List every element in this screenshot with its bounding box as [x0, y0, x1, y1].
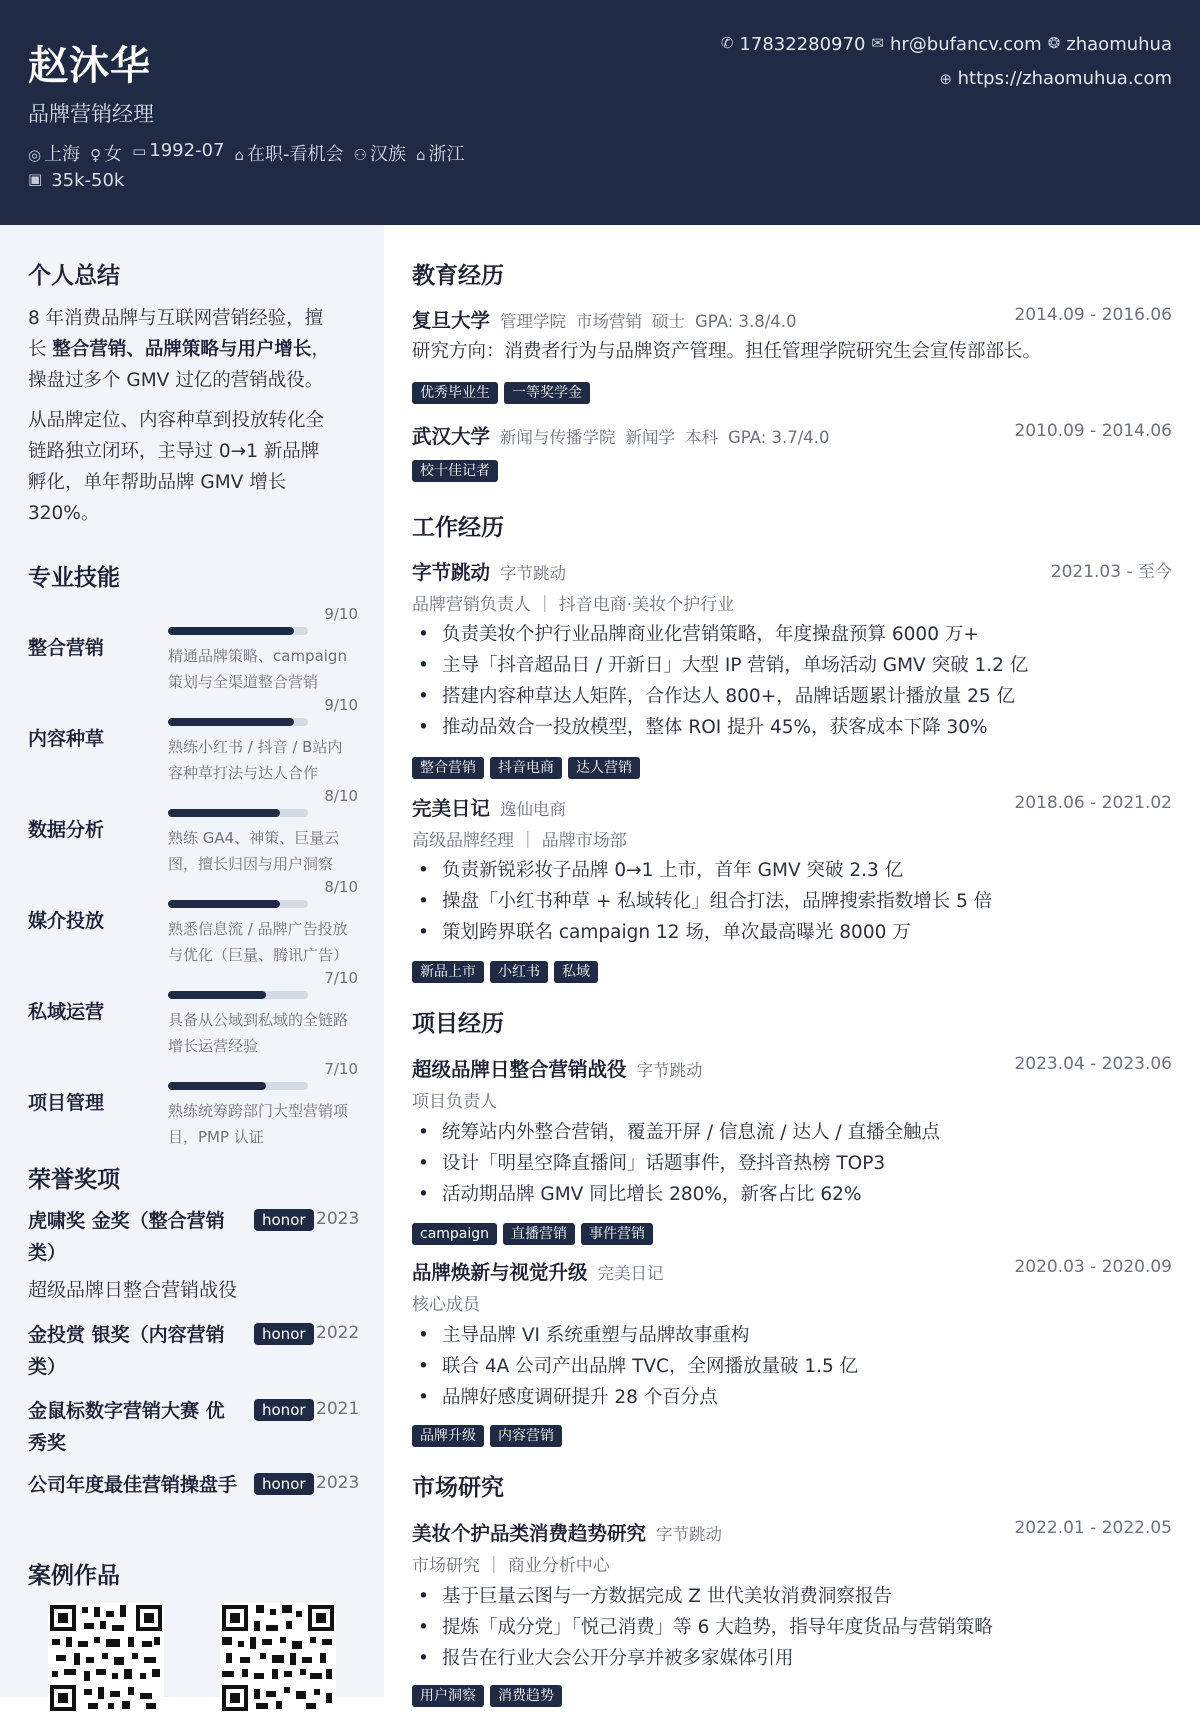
skills-title: 专业技能 [28, 565, 120, 591]
list-item: • 报告在行业大会公开分享并被多家媒体引用 [412, 1643, 1172, 1674]
tag-badge: 品牌升级 [412, 1425, 484, 1447]
date-range: 2022.01 - 2022.05 [1014, 1518, 1172, 1538]
honor-name: 公司年度最佳营销操盘手 [28, 1474, 238, 1496]
work-row [412, 557, 1172, 587]
skill-bar [168, 809, 308, 817]
job-role: 高级品牌经理 ｜ 品牌市场部 [412, 831, 627, 851]
list-item: • 基于巨量云图与一方数据完成 Z 世代美妆消费洞察报告 [412, 1581, 1172, 1612]
project-bullets [412, 1320, 1172, 1413]
list-item: • 操盘「小红书种草 + 私域转化」组合打法，品牌搜索指数增长 5 倍 [412, 886, 1172, 917]
project-name: 品牌焕新与视觉升级 [412, 1261, 588, 1284]
skill-bar-fill [168, 1082, 266, 1090]
college: 新闻与传播学院 [500, 428, 616, 447]
date-range: 2018.06 - 2021.02 [1014, 793, 1172, 813]
honor-tag: honor [254, 1473, 314, 1495]
major: 市场营销 [576, 312, 643, 331]
skill-desc: 精通品牌策略、campaign 策划与全渠道整合营销 [168, 647, 347, 691]
contact-wechat: zhaomuhua [1066, 34, 1172, 55]
research-title: 市场研究 [412, 1475, 504, 1501]
company-sub: 逸仙电商 [500, 800, 567, 819]
wechat-icon: ❂ [1047, 34, 1061, 52]
company-name: 完美日记 [412, 797, 491, 820]
skill-score: 8/10 [324, 787, 358, 805]
list-item: • 品牌好感度调研提升 28 个百分点 [412, 1382, 1172, 1413]
works-title: 案例作品 [28, 1563, 120, 1589]
research-bullets [412, 1581, 1172, 1674]
tag-badge: 达人营销 [568, 757, 640, 779]
project-row [412, 1257, 1172, 1287]
skill-name: 媒介投放 [28, 910, 105, 932]
school-name: 武汉大学 [412, 425, 491, 448]
date-range: 2021.03 - 至今 [1050, 562, 1172, 582]
honor-item [28, 1205, 358, 1305]
tag-badge: 一等奖学金 [504, 382, 590, 404]
list-item: • 搭建内容种草达人矩阵，合作达人 800+，品牌话题累计播放量 25 亿 [412, 681, 1172, 712]
work-title: 工作经历 [412, 515, 504, 541]
list-item: • 提炼「成分党」「悦己消费」等 6 大趋势，指导年度货品与营销策略 [412, 1612, 1172, 1643]
education-tags [412, 460, 498, 482]
skill-score: 7/10 [324, 1060, 358, 1078]
school-name: 复旦大学 [412, 309, 491, 332]
tag-badge: 校十佳记者 [412, 460, 498, 482]
contact-phone[interactable]: 17832280970 [739, 34, 866, 55]
project-row [412, 1054, 1172, 1084]
skill-bar-fill [168, 627, 294, 635]
sidebar [0, 225, 384, 1697]
project-sub: 字节跳动 [636, 1061, 703, 1080]
honor-tag: honor [254, 1209, 314, 1231]
list-item: • 统筹站内外整合营销，覆盖开屏 / 信息流 / 达人 / 直播全触点 [412, 1117, 1172, 1148]
job-role: 品牌营销负责人 ｜ 抖音电商·美妆个护行业 [412, 595, 735, 615]
home-icon: ⌂ [415, 146, 426, 164]
phone-icon: ✆ [720, 34, 734, 52]
main-content [384, 225, 1200, 1704]
degree: 硕士 [652, 312, 686, 331]
skill-desc: 熟悉信息流 / 品牌广告投放 与优化（巨量、腾讯广告） [168, 920, 349, 964]
skill-score: 7/10 [324, 969, 358, 987]
meta-gender: 女 [104, 144, 123, 165]
honor-year: 2021 [316, 1399, 360, 1419]
honor-name: 金鼠标数字营销大赛 优秀奖 [28, 1400, 225, 1454]
research-row [412, 1518, 1172, 1548]
research-sub: 字节跳动 [656, 1525, 723, 1544]
skill-item [28, 787, 358, 873]
projects-title: 项目经历 [412, 1011, 504, 1037]
summary-title: 个人总结 [28, 263, 120, 289]
contact-website[interactable]: https://zhaomuhua.com [957, 68, 1172, 89]
skill-bar-fill [168, 900, 280, 908]
skill-bar [168, 627, 308, 635]
honor-year: 2023 [316, 1473, 360, 1493]
personal-meta [28, 140, 465, 166]
tag-badge: 事件营销 [581, 1223, 653, 1245]
list-item: • 负责新锐彩妆子品牌 0→1 上市，首年 GMV 突破 2.3 亿 [412, 855, 1172, 886]
skill-bar-fill [168, 718, 294, 726]
location-icon: ◎ [28, 146, 42, 164]
college: 管理学院 [500, 312, 567, 331]
skill-bar [168, 991, 308, 999]
list-item: • 联合 4A 公司产出品牌 TVC，全网播放量破 1.5 亿 [412, 1351, 1172, 1382]
education-row [412, 421, 1172, 451]
skill-desc: 熟练 GA4、神策、巨量云 图，擅长归因与用户洞察 [168, 829, 340, 873]
honor-item [28, 1319, 358, 1389]
skill-bar [168, 1082, 308, 1090]
education-note: 研究方向：消费者行为与品牌资产管理。担任管理学院研究生会宣传部部长。 [412, 341, 1042, 362]
honor-item [28, 1469, 358, 1539]
honor-tag: honor [254, 1323, 314, 1345]
list-item: • 主导品牌 VI 系统重塑与品牌故事重构 [412, 1320, 1172, 1351]
tag-badge: 整合营销 [412, 757, 484, 779]
calendar-icon: ▭ [132, 142, 147, 160]
project-tags [412, 1425, 562, 1447]
meta-status: 在职-看机会 [247, 144, 344, 165]
tag-badge: 优秀毕业生 [412, 382, 498, 404]
skill-name: 项目管理 [28, 1092, 105, 1114]
education-tags [412, 382, 590, 404]
meta-salary: 35k-50k [51, 170, 125, 191]
meta-location: 上海 [44, 144, 81, 165]
salary-meta [28, 170, 124, 191]
gender-icon: ♀ [90, 146, 102, 164]
tag-badge: 私域 [554, 961, 598, 983]
skill-bar-fill [168, 809, 280, 817]
list-item: • 策划跨界联名 campaign 12 场，单次最高曝光 8000 万 [412, 917, 1172, 948]
company-name: 字节跳动 [412, 561, 491, 584]
globe-icon: ⊕ [939, 70, 952, 88]
candidate-name: 赵沐华 [28, 43, 151, 89]
skill-score: 8/10 [324, 878, 358, 896]
education-title: 教育经历 [412, 263, 504, 289]
project-role: 核心成员 [412, 1295, 480, 1315]
tag-badge: campaign [412, 1223, 497, 1245]
work-row [412, 793, 1172, 823]
company-sub: 字节跳动 [500, 564, 567, 583]
website-line [939, 68, 1172, 89]
skill-bar [168, 900, 308, 908]
resume-header [0, 0, 1200, 225]
research-name: 美妆个护品类消费趋势研究 [412, 1522, 647, 1545]
honor-name: 虎啸奖 金奖（整合营销类） [28, 1210, 225, 1264]
meta-hometown: 浙江 [428, 144, 465, 165]
summary-text-1: 8 年消费品牌与互联网营销经验，擅 长 整合营销、品牌策略与用户增长， 操盘过多个 GMV 过亿的营销战役。 [28, 308, 330, 391]
tag-badge: 抖音电商 [490, 757, 562, 779]
project-bullets [412, 1117, 1172, 1210]
honor-project: 超级品牌日整合营销战役 [28, 1279, 238, 1301]
research-role: 市场研究 ｜ 商业分析中心 [412, 1556, 610, 1576]
tag-badge: 新品上市 [412, 961, 484, 983]
skill-name: 整合营销 [28, 637, 105, 659]
skill-item [28, 969, 358, 1055]
tag-badge: 内容营销 [490, 1425, 562, 1447]
skill-item [28, 696, 358, 782]
summary-text-2: 从品牌定位、内容种草到投放转化全 链路独立闭环，主导过 0→1 新品牌 孵化，单年帮助品牌 GMV 增长 320%。 [28, 410, 325, 524]
honor-item [28, 1395, 358, 1465]
gpa: GPA: 3.8/4.0 [695, 312, 797, 331]
meta-birth: 1992-07 [149, 140, 225, 161]
contact-email[interactable]: hr@bufancv.com [889, 34, 1042, 55]
work-bullets [412, 855, 1172, 948]
degree: 本科 [685, 428, 719, 447]
skill-name: 私域运营 [28, 1001, 105, 1023]
honor-name: 金投赏 银奖（内容营销类） [28, 1324, 225, 1378]
skill-bar [168, 718, 308, 726]
tag-badge: 直播营销 [503, 1223, 575, 1245]
candidate-title: 品牌营销经理 [28, 102, 154, 126]
contact-line [721, 34, 1172, 55]
research-tags [412, 1685, 562, 1707]
skill-desc: 熟练小红书 / 抖音 / B站内 容种草打法与达人合作 [168, 738, 343, 782]
skill-name: 内容种草 [28, 728, 105, 750]
money-icon: ▣ [28, 170, 43, 188]
work-tags [412, 757, 640, 779]
list-item: • 推动品效合一投放模型，整体 ROI 提升 45%，获客成本下降 30% [412, 712, 1172, 743]
briefcase-icon: ⌂ [234, 146, 245, 164]
work-bullets [412, 619, 1172, 743]
skill-score: 9/10 [324, 605, 358, 623]
skill-score: 9/10 [324, 696, 358, 714]
skill-item [28, 1060, 358, 1146]
tag-badge: 用户洞察 [412, 1685, 484, 1707]
gpa: GPA: 3.7/4.0 [728, 428, 830, 447]
major: 新闻学 [625, 428, 676, 447]
date-range: 2014.09 - 2016.06 [1014, 305, 1172, 325]
list-item: • 负责美妆个护行业品牌商业化营销策略，年度操盘预算 6000 万+ [412, 619, 1172, 650]
tag-badge: 小红书 [490, 961, 548, 983]
skill-name: 数据分析 [28, 819, 105, 841]
skill-desc: 具备从公域到私域的全链路 增长运营经验 [168, 1011, 349, 1055]
meta-ethnicity: 汉族 [369, 144, 406, 165]
list-item: • 主导「抖音超品日 / 开新日」大型 IP 营销，单场活动 GMV 突破 1.2 亿 [412, 650, 1172, 681]
skill-item [28, 878, 358, 964]
people-icon: ⚇ [353, 146, 367, 164]
skill-bar-fill [168, 991, 266, 999]
date-range: 2020.03 - 2020.09 [1014, 1257, 1172, 1277]
list-item: • 设计「明星空降直播间」话题事件，登抖音热榜 TOP3 [412, 1148, 1172, 1179]
tag-badge: 消费趋势 [490, 1685, 562, 1707]
mail-icon: ✉ [871, 34, 884, 52]
honors-title: 荣誉奖项 [28, 1167, 120, 1193]
date-range: 2023.04 - 2023.06 [1014, 1054, 1172, 1074]
project-tags [412, 1223, 653, 1245]
date-range: 2010.09 - 2014.06 [1014, 421, 1172, 441]
honor-year: 2022 [316, 1323, 360, 1343]
work-tags [412, 961, 598, 983]
skill-desc: 熟练统筹跨部门大型营销项 目，PMP 认证 [168, 1102, 349, 1146]
education-row [412, 305, 1172, 335]
project-sub: 完美日记 [597, 1264, 664, 1283]
project-role: 项目负责人 [412, 1092, 497, 1112]
honor-tag: honor [254, 1399, 314, 1421]
skill-item [28, 605, 358, 691]
list-item: • 活动期品牌 GMV 同比增长 280%，新客占比 62% [412, 1179, 1172, 1210]
project-name: 超级品牌日整合营销战役 [412, 1058, 627, 1081]
honor-year: 2023 [316, 1209, 360, 1229]
